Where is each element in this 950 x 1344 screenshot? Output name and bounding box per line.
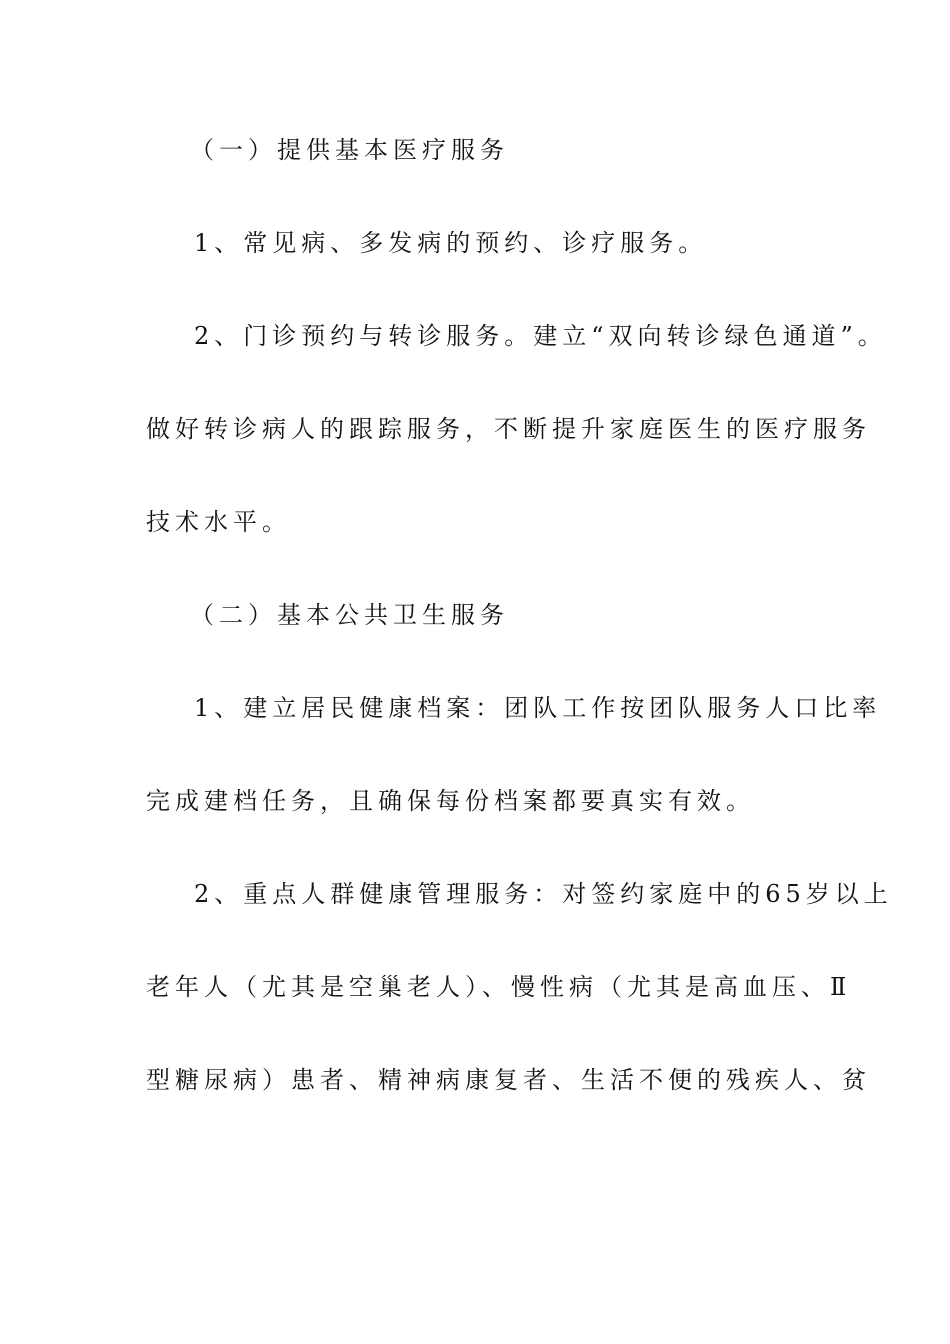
paragraph-referral-line-2: 做好转诊病人的跟踪服务，不断提升家庭医生的医疗服务	[146, 415, 871, 443]
paragraph-health-records-line-2: 完成建档任务，且确保每份档案都要真实有效。	[146, 787, 755, 815]
paragraph-referral-line-3: 技术水平。	[146, 508, 291, 536]
paragraph-key-groups-line-1: 2、重点人群健康管理服务：对签约家庭中的65岁以上	[194, 880, 893, 908]
document-body	[146, 127, 893, 1150]
paragraph-health-records-line-1: 1、建立居民健康档案：团队工作按团队服务人口比率	[194, 694, 882, 722]
paragraph-key-groups-line-2: 老年人（尤其是空巢老人）、慢性病（尤其是高血压、Ⅱ	[146, 973, 852, 1001]
paragraph-referral-line-1: 2、门诊预约与转诊服务。建立“双向转诊绿色通道”。	[194, 322, 887, 350]
paragraph-key-groups-line-3: 型糖尿病）患者、精神病康复者、生活不便的残疾人、贫	[146, 1066, 871, 1094]
paragraph-common-diseases: 1、常见病、多发病的预约、诊疗服务。	[194, 229, 708, 257]
section-heading-public-health: （二）基本公共卫生服务	[190, 601, 509, 629]
section-heading-basic-medical: （一）提供基本医疗服务	[190, 136, 509, 164]
